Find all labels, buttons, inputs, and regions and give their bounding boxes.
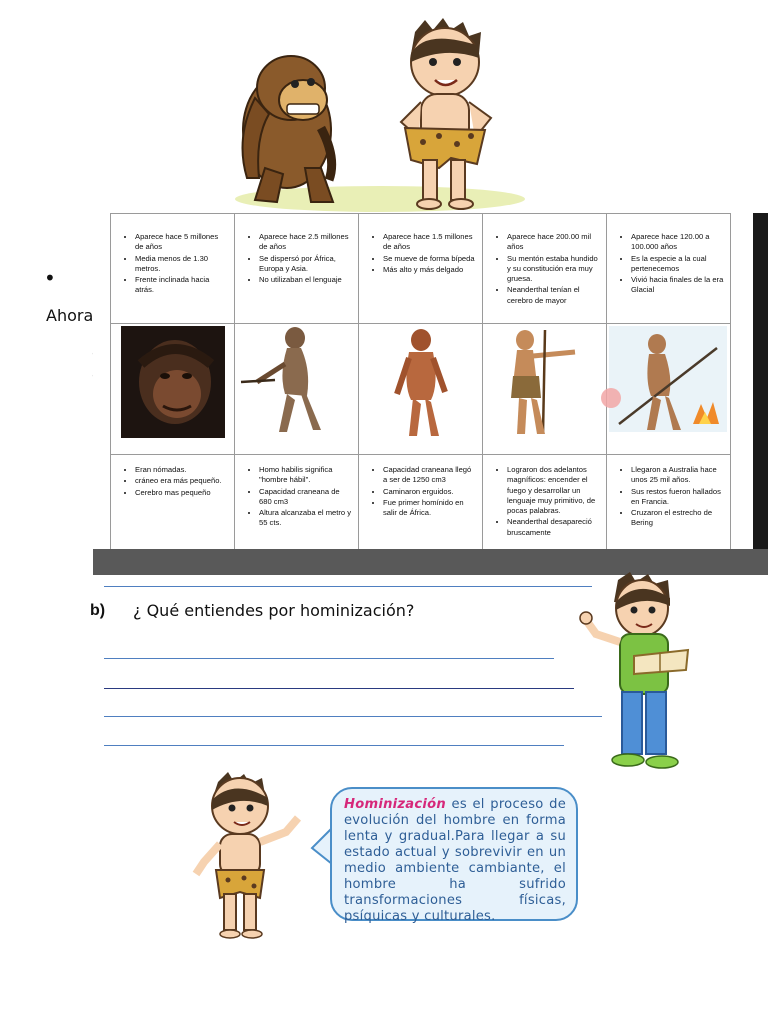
answer-line[interactable]	[104, 745, 564, 746]
list-item: • Fue primer homínido en salir de África.	[383, 498, 476, 519]
list-item: • Vivió hacia finales de la era Glacial	[631, 275, 724, 296]
list-item: • Frente inclinada hacia atrás.	[135, 275, 228, 296]
caveboy-character	[401, 18, 491, 209]
ape-and-caveboy-illustration	[225, 18, 535, 214]
scan-edge-bar	[753, 213, 768, 575]
list-item: • Se mueve de forma bípeda	[383, 254, 476, 264]
table-cell	[483, 324, 607, 455]
list-item: • Aparece hace 5 millones de años	[135, 232, 228, 253]
answer-line[interactable]	[104, 586, 592, 587]
table-cell	[235, 455, 359, 552]
list-item: • Caminaron erguidos.	[383, 487, 476, 497]
caveboy-pointing-illustration	[190, 770, 310, 940]
table-row-bottom	[111, 455, 731, 552]
hominid-evolution-table-scan	[93, 213, 753, 549]
hominid-walking-figure	[235, 324, 358, 450]
list-item: • Aparece hace 120.00 a 100.000 años	[631, 232, 724, 253]
table-cell	[235, 214, 359, 324]
list-item: • Eran nómadas.	[135, 465, 228, 475]
hominid-table	[110, 213, 731, 552]
list-item: • Capacidad craneana llegó a ser de 1250 cm3	[383, 465, 476, 486]
list-item: • Neanderthal tenían el cerebro de mayor	[507, 285, 600, 306]
list-item: • Cruzaron el estrecho de Bering	[631, 508, 724, 529]
list-item: • Media menos de 1.30 metros.	[135, 254, 228, 275]
list-item: • Más alto y más delgado	[383, 265, 476, 275]
hominid-standing-figure	[359, 324, 482, 450]
table-cell	[483, 455, 607, 552]
list-item: • Llegaron a Australia hace unos 25 mil años.	[631, 465, 724, 486]
ape-character	[243, 56, 334, 202]
table-cell	[607, 455, 731, 552]
hominid-portrait-photo	[111, 324, 234, 450]
table-cell	[359, 324, 483, 455]
table-cell	[607, 324, 731, 455]
table-row-top	[111, 214, 731, 324]
table-cell	[111, 455, 235, 552]
table-cell	[111, 324, 235, 455]
list-item: • Cerebro mas pequeño	[135, 488, 228, 498]
hominid-fire-figure	[607, 324, 730, 450]
list-item: • cráneo era más pequeño.	[135, 476, 228, 486]
list-item: • Sus restos fueron hallados en Francia.	[631, 487, 724, 508]
question-label: b)	[90, 602, 106, 619]
list-item: • Aparece hace 200.00 mil años	[507, 232, 600, 253]
table-cell	[359, 214, 483, 324]
list-item: • Es la especie a la cual pertenecemos	[631, 254, 724, 275]
table-row-images	[111, 324, 731, 455]
list-item: • Lograron dos adelantos magníficos: encender el fuego y desarrollar un lenguaje muy primitivo, de pocas palabras.	[507, 465, 600, 516]
question-text: ¿ Qué entiendes por hominización?	[133, 601, 415, 620]
answer-line[interactable]	[104, 716, 602, 717]
answer-line[interactable]	[104, 688, 574, 689]
table-cell	[111, 214, 235, 324]
cursor-highlight-dot	[601, 388, 621, 408]
table-cell	[607, 214, 731, 324]
list-item: • Homo habilis significa "hombre hábil".	[259, 465, 352, 486]
list-item: • Neanderthal desapareció bruscamente	[507, 517, 600, 538]
definition-text	[344, 797, 566, 925]
definition-body: es el proceso de evolución del hombre en forma lenta y gradual.Para llegar a su estado actual y sobrevivir en un medio ambiente cambiante, el hombre ha sufrido transformaciones físicas, psíquicas y culturales.	[344, 797, 566, 924]
list-item: • Capacidad craneana de 680 cm3	[259, 487, 352, 508]
list-item: • No utilizaban el lenguaje	[259, 275, 352, 285]
list-item: • Aparece hace 2.5 millones de años	[259, 232, 352, 253]
list-item: • Aparece hace 1.5 millones de años	[383, 232, 476, 253]
hominid-spear-figure	[483, 324, 606, 450]
list-bullet: •	[44, 266, 56, 290]
boy-with-book-illustration	[578, 572, 696, 778]
table-cell	[359, 455, 483, 552]
list-item: • Se dispersó por África, Europa y Asia.	[259, 254, 352, 275]
definition-term: Hominización	[344, 797, 446, 812]
definition-bubble	[330, 787, 578, 924]
table-cell	[235, 324, 359, 455]
answer-line[interactable]	[104, 658, 554, 659]
table-cell	[483, 214, 607, 324]
list-item: • Su mentón estaba hundido y su constitución era muy gruesa.	[507, 254, 600, 285]
list-item: • Altura alcanzaba el metro y 55 cts.	[259, 508, 352, 529]
ahora-text: Ahora	[46, 306, 94, 325]
